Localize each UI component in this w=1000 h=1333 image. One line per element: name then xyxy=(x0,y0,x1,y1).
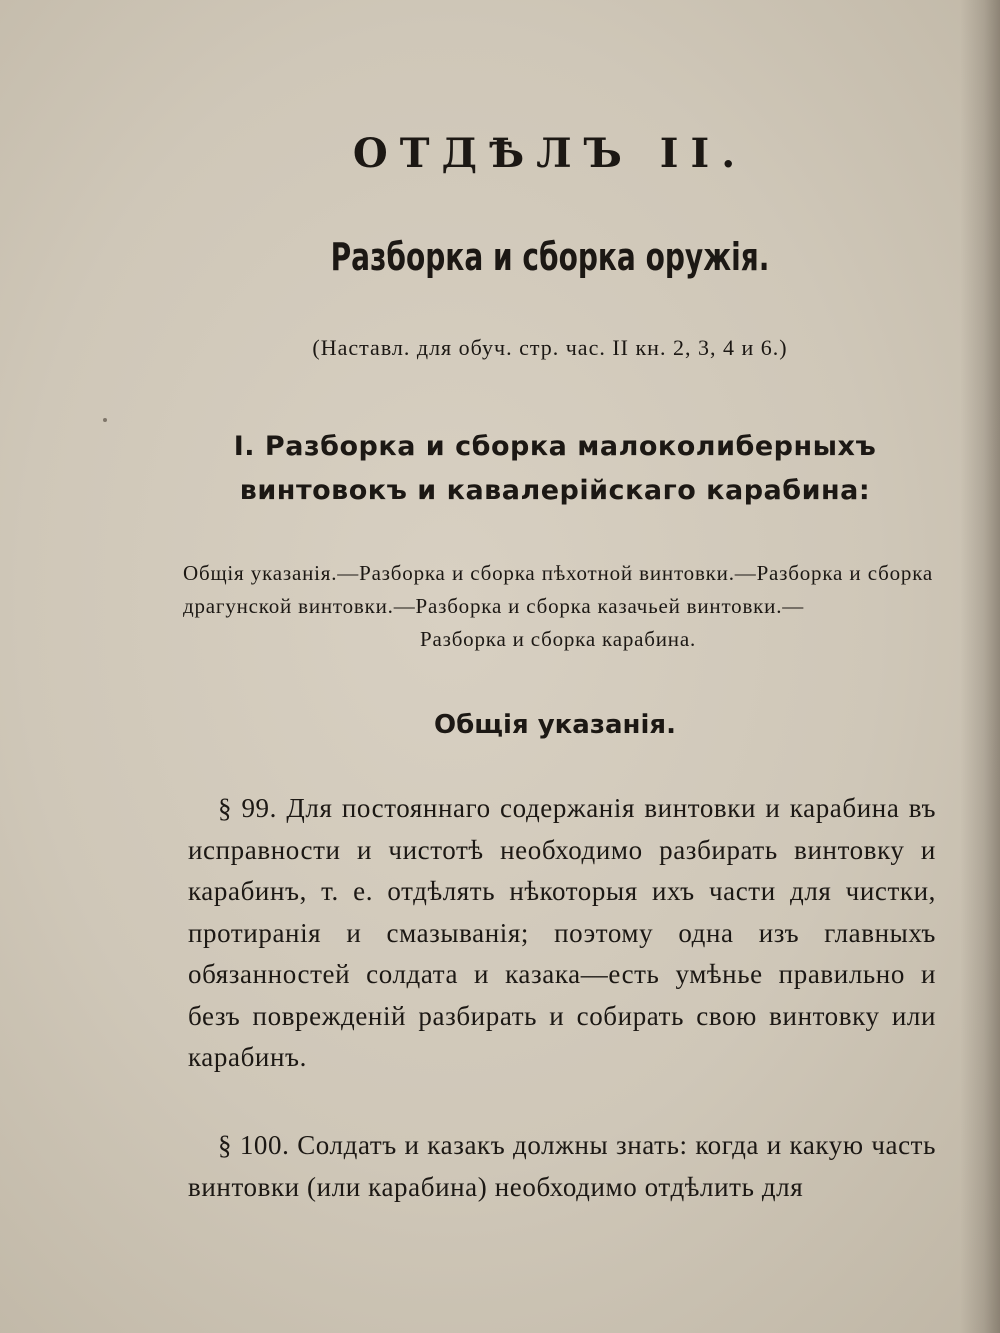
section-heading: I. Разборка и сборка малоколиберныхъ винтовокъ и кавалерійскаго карабина: xyxy=(233,431,877,506)
division-reference: (Наставл. для обуч. стр. час. II кн. 2, 3, 4 и 6.) xyxy=(312,335,788,360)
paragraph-99: § 99. Для постояннаго содержанія винтовки и карабина въ исправности и чистотѣ необходимо разбирать винтовку и карабинъ, т. е. отдѣлять нѣкоторыя ихъ части для чистки, протиранія и смазыванія; поэтому одна изъ главныхъ обязанностей солдата и казака—есть умѣнье правильно и безъ поврежденій разбирать и собирать свою винтовку или карабинъ. xyxy=(188,793,936,1072)
ink-speck xyxy=(103,418,107,422)
paragraph-100: § 100. Солдатъ и казакъ должны знать: когда и какую часть винтовки (или карабина) необходимо отдѣлить для xyxy=(188,1130,936,1202)
section-contents xyxy=(183,557,933,656)
page-edge-shadow xyxy=(960,0,1000,1333)
section-contents-main: Общія указанія.—Разборка и сборка пѣхотной винтовки.—Разборка и сборка драгунской винтовки.—Разборка и сборка казачьей винтовки.— xyxy=(183,561,933,618)
section-contents-last: Разборка и сборка карабина. xyxy=(420,627,696,651)
division-title: ОТДѢЛЪ II. xyxy=(352,130,748,177)
sub-heading: Общія указанія. xyxy=(434,710,676,740)
division-subtitle: Разборка и сборка оружія. xyxy=(330,235,770,279)
